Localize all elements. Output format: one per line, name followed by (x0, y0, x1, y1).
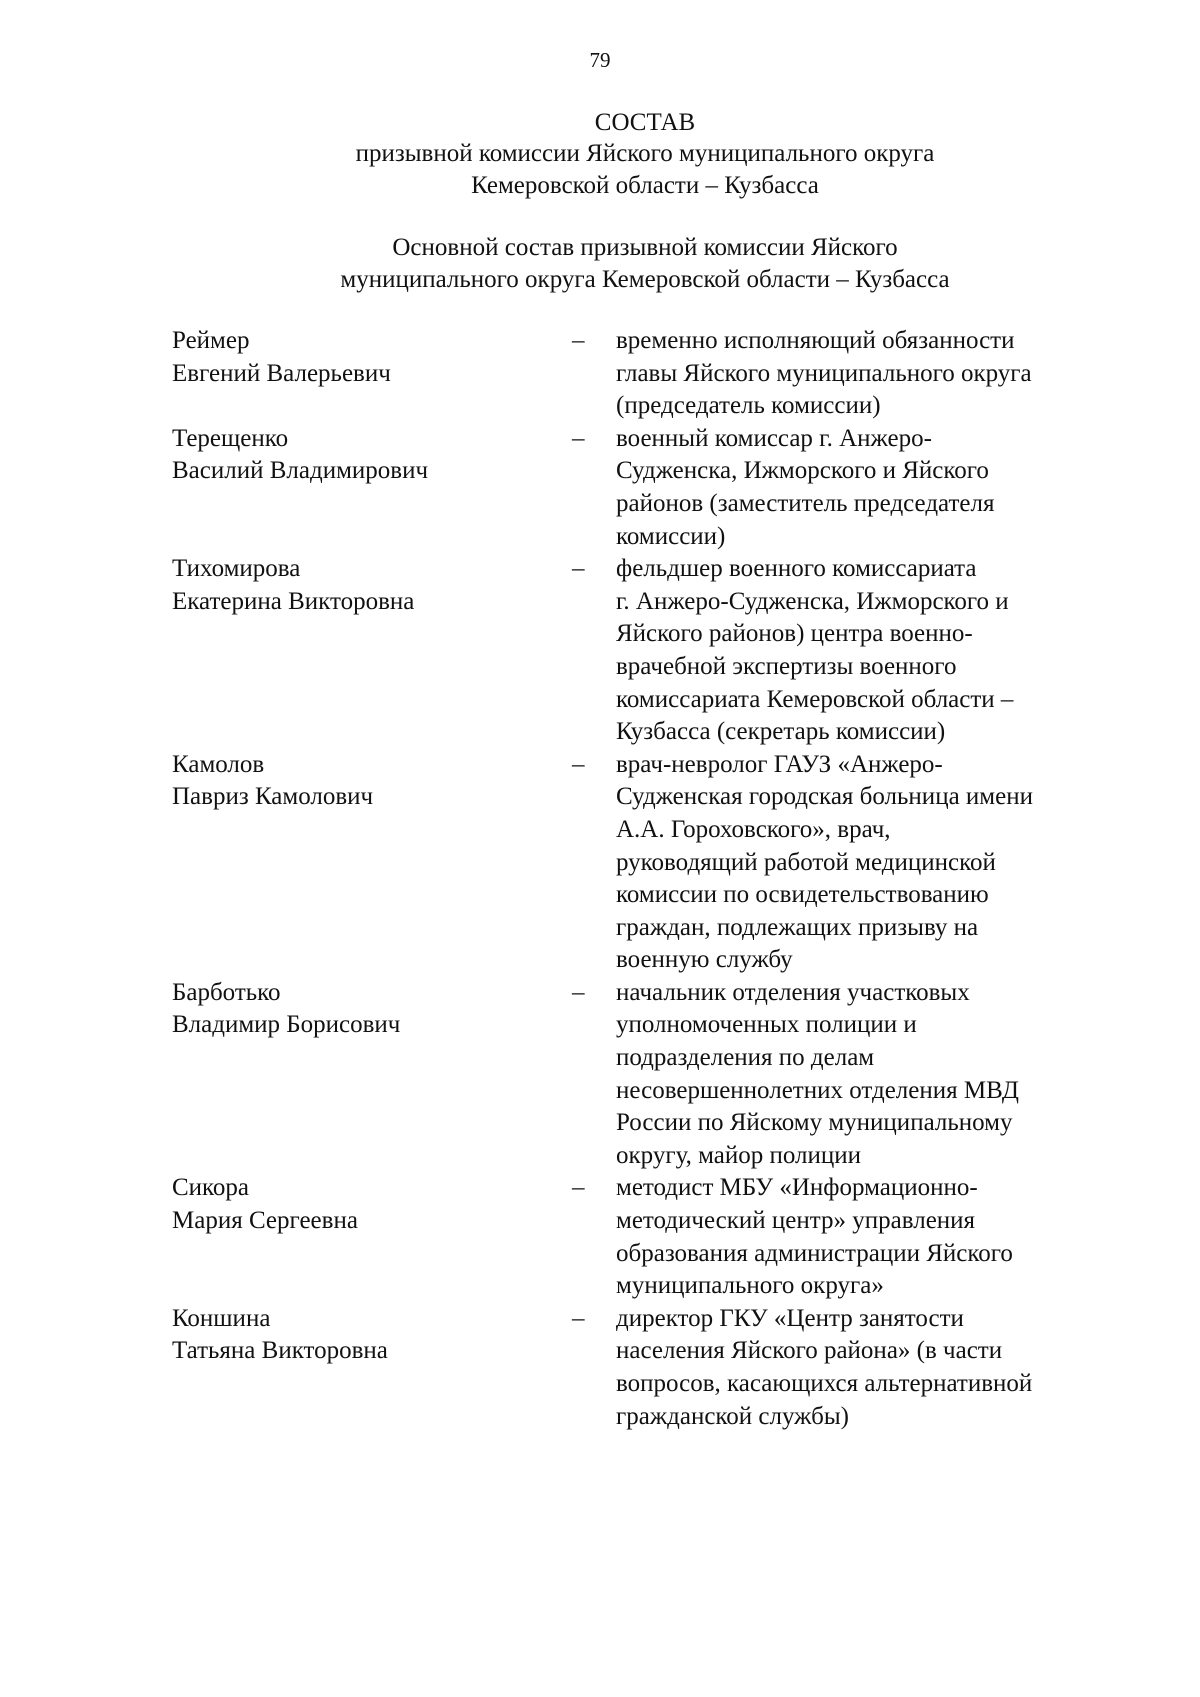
member-role-line: военную службу (616, 946, 793, 974)
member-role-line: комиссариата Кемеровской области – (616, 685, 1014, 713)
member-role-line: граждан, подлежащих призыву на (616, 913, 979, 941)
member-dash: – (572, 327, 585, 354)
member-row (172, 977, 1102, 1173)
member-given-names: Павриз Камолович (172, 783, 374, 811)
member-row (172, 749, 1102, 977)
member-row (172, 1172, 1102, 1302)
member-role-line: врач-невролог ГАУЗ «Анжеро- (616, 750, 943, 778)
member-row (172, 325, 1102, 423)
member-role (616, 749, 1102, 977)
document-title: СОСТАВ (594, 109, 696, 136)
member-surname: Сикора (172, 1174, 250, 1202)
member-dash: – (572, 978, 585, 1006)
member-given-names: Екатерина Викторовна (172, 587, 415, 615)
member-role-line: главы Яйского муниципального округа (616, 359, 1032, 387)
member-role-line: комиссии) (616, 522, 726, 550)
section-title (0, 232, 1200, 296)
member-row (172, 1303, 1102, 1433)
member-dash: – (572, 750, 585, 778)
member-row (172, 423, 1102, 553)
member-role-line: руководящий работой медицинской (616, 848, 996, 876)
member-given-names: Владимир Борисович (172, 1011, 401, 1039)
member-name (172, 423, 572, 553)
member-role-line: Яйского районов) центра военно- (616, 620, 973, 648)
section-title-line: муниципального округа Кемеровской области – Кузбасса (340, 266, 950, 293)
member-role-line: уполномоченных полиции и (616, 1011, 917, 1039)
member-role (616, 1303, 1102, 1433)
member-role-line: (председатель комиссии) (616, 392, 881, 420)
member-role-line: методический центр» управления (616, 1207, 976, 1235)
member-name (172, 325, 572, 423)
member-dash: – (572, 555, 585, 583)
member-role-line: Судженская городская больница имени (616, 783, 1033, 811)
member-name (172, 553, 572, 749)
member-role-line: г. Анжеро-Судженска, Ижморского и (616, 587, 1009, 615)
member-role-line: начальник отделения участковых (616, 978, 970, 1006)
member-role-line: временно исполняющий обязанности (616, 327, 1015, 354)
member-given-names: Василий Владимирович (172, 457, 429, 485)
member-role (616, 423, 1102, 553)
member-role-line: врачебной экспертизы военного (616, 652, 957, 680)
member-name (172, 977, 572, 1173)
member-role-line: населения Яйского района» (в части (616, 1337, 1003, 1365)
member-role (616, 977, 1102, 1173)
member-role-line: фельдшер военного комиссариата (616, 555, 977, 583)
member-role-line: военный комиссар г. Анжеро- (616, 424, 932, 452)
member-role (616, 553, 1102, 749)
member-role-line: районов (заместитель председателя (616, 489, 995, 517)
member-role-line: образования администрации Яйского (616, 1239, 1013, 1267)
subtitle-line: призывной комиссии Яйского муниципального округа (355, 140, 935, 167)
member-role-line: подразделения по делам (616, 1044, 875, 1072)
page-number: 79 (589, 48, 611, 72)
member-role-line: методист МБУ «Информационно- (616, 1174, 978, 1202)
member-list (172, 325, 1102, 1433)
member-role-line: директор ГКУ «Центр занятости (616, 1304, 964, 1332)
member-dash: – (572, 1174, 585, 1202)
section-title-line: Основной состав призывной комиссии Яйского (392, 234, 898, 261)
member-role-line: гражданской службы) (616, 1402, 849, 1430)
member-given-names: Мария Сергеевна (172, 1207, 358, 1235)
member-dash: – (572, 1304, 585, 1332)
member-name (172, 1172, 572, 1302)
member-surname: Тихомирова (172, 555, 301, 583)
member-given-names: Татьяна Викторовна (172, 1337, 388, 1365)
member-given-names: Евгений Валерьевич (172, 359, 391, 387)
member-role-line: Кузбасса (секретарь комиссии) (616, 718, 946, 746)
member-role-line: комиссии по освидетельствованию (616, 881, 989, 909)
member-role-line: несовершеннолетних отделения МВД (616, 1076, 1019, 1104)
member-dash: – (572, 424, 585, 452)
member-name (172, 749, 572, 977)
member-row (172, 553, 1102, 749)
member-role (616, 1172, 1102, 1302)
member-role-line: А.А. Гороховского», врач, (616, 815, 891, 843)
document-subtitle (0, 138, 1200, 202)
member-surname: Барботько (172, 978, 281, 1006)
member-surname: Реймер (172, 327, 250, 354)
member-name (172, 1303, 572, 1433)
member-surname: Терещенко (172, 424, 289, 452)
member-role-line: Судженска, Ижморского и Яйского (616, 457, 989, 485)
member-role (616, 325, 1102, 423)
member-role-line: России по Яйскому муниципальному (616, 1109, 1013, 1137)
member-role-line: округу, майор полиции (616, 1141, 861, 1169)
member-surname: Камолов (172, 750, 265, 778)
member-surname: Коншина (172, 1304, 271, 1332)
member-role-line: муниципального округа» (616, 1272, 884, 1300)
subtitle-line: Кемеровской области – Кузбасса (471, 172, 819, 199)
member-role-line: вопросов, касающихся альтернативной (616, 1370, 1033, 1397)
